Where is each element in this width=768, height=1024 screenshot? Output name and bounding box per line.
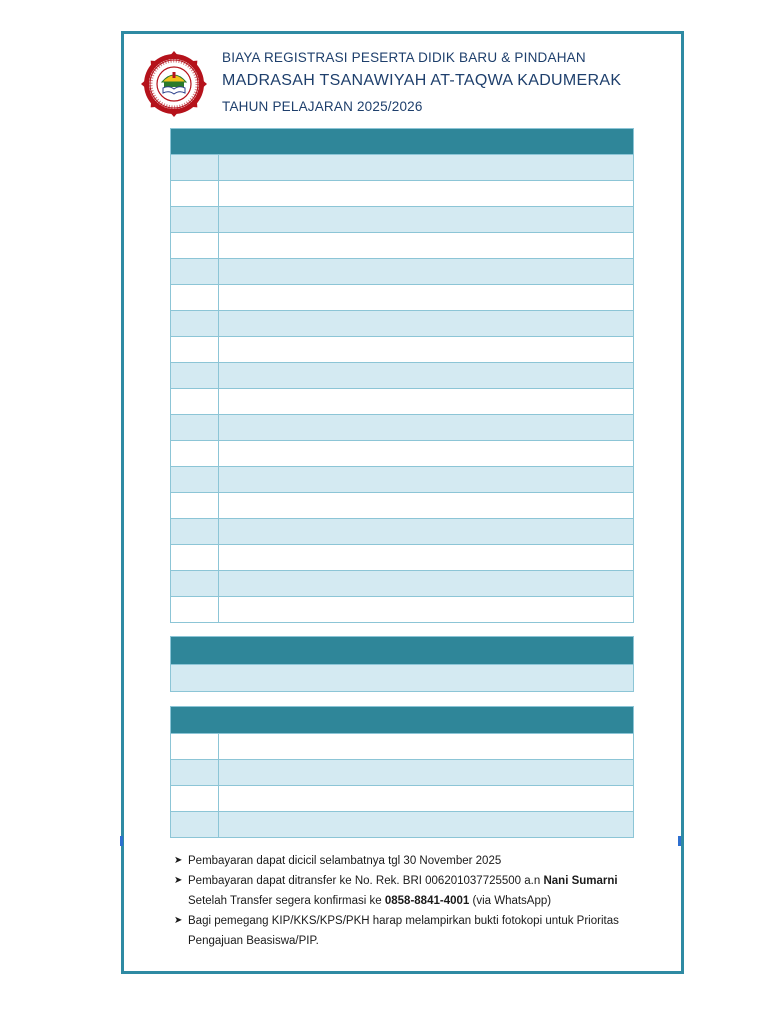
note-text: Setelah Transfer segera konfirmasi ke [188,895,385,907]
table-row [171,336,633,362]
additional-fee-table-header [171,707,633,733]
row-number-cell [171,363,219,388]
note-text: Pembayaran dapat dicicil selambatnya tgl 30 November 2025 [188,855,502,867]
additional-fee-table [170,706,634,838]
edge-marker [120,836,123,846]
payment-notes [174,851,644,951]
row-number-cell [171,233,219,258]
row-number-cell [171,760,219,785]
table-row [171,284,633,310]
table-row [171,362,633,388]
row-number-cell [171,812,219,837]
row-number-cell [171,389,219,414]
total-table-header [171,637,633,664]
table-row [171,258,633,284]
note-scholarship-continued [174,931,644,951]
school-name: MADRASAH TSANAWIYAH AT-TAQWA KADUMERAK [222,72,622,89]
account-holder-name: Nani Sumarni [543,875,618,887]
row-number-cell [171,519,219,544]
document-subtitle: BIAYA REGISTRASI PESERTA DIDIK BARU & PINDAHAN [222,50,586,65]
row-number-cell [171,786,219,811]
whatsapp-number: 0858-8841-4001 [384,895,470,907]
note-transfer [174,871,644,891]
table-row [171,466,633,492]
table-row [171,154,633,180]
table-row [171,414,633,440]
row-number-cell [171,441,219,466]
table-row [171,310,633,336]
note-transfer-continued [174,891,644,911]
academic-year: TAHUN PELAJARAN 2025/2026 [222,99,423,114]
table-row [171,759,633,785]
table-row [171,811,633,837]
table-row [171,544,633,570]
note-text: Bagi pemegang KIP/KKS/KPS/PKH harap melampirkan bukti fotokopi untuk Prioritas [188,915,619,927]
row-number-cell [171,155,219,180]
note-text: (via WhatsApp) [469,895,552,907]
total-table [170,636,634,692]
row-number-cell [171,415,219,440]
arrow-bullet-icon: ➤ [174,875,183,886]
row-number-cell [171,207,219,232]
row-number-cell [171,493,219,518]
fee-table [170,128,634,623]
table-row [171,733,633,759]
school-seal-icon [140,51,208,117]
table-row [171,180,633,206]
note-scholarship [174,911,644,931]
arrow-bullet-icon: ➤ [174,855,183,866]
note-text: Pembayaran dapat ditransfer ke No. Rek. BRI 006201037725500 a.n [188,875,544,887]
table-row [171,388,633,414]
row-number-cell [171,259,219,284]
row-number-cell [171,337,219,362]
note-text: Pengajuan Beasiswa/PIP. [188,935,319,947]
table-row [171,570,633,596]
row-number-cell [171,571,219,596]
table-row [171,518,633,544]
table-row [171,232,633,258]
fee-table-header [171,129,633,154]
table-row [171,206,633,232]
table-row [171,596,633,622]
arrow-bullet-icon: ➤ [174,915,183,926]
row-number-cell [171,181,219,206]
edge-marker [678,836,681,846]
note-installment [174,851,644,871]
total-row [171,664,633,691]
table-row [171,492,633,518]
row-number-cell [171,285,219,310]
table-row [171,440,633,466]
row-number-cell [171,545,219,570]
row-number-cell [171,734,219,759]
row-number-cell [171,467,219,492]
row-number-cell [171,597,219,622]
row-number-cell [171,311,219,336]
table-row [171,785,633,811]
